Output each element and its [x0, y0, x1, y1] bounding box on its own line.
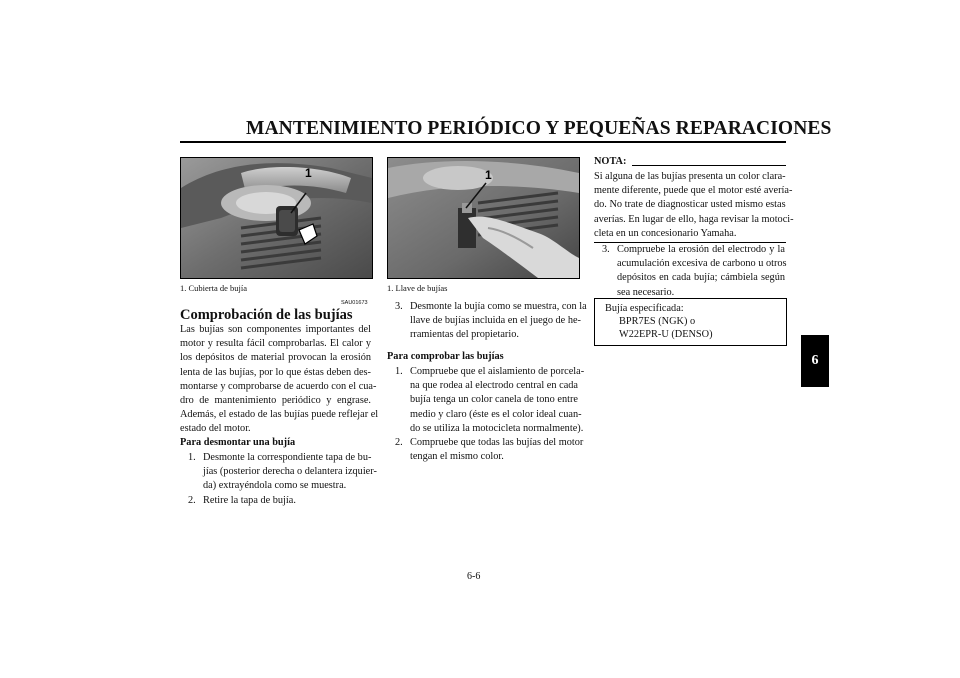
list-number: 3. [395, 301, 403, 312]
text-line: sea necesario. [617, 286, 675, 298]
text-line: Además, el estado de las bujías puede reflejar el [180, 409, 379, 421]
list-item [395, 436, 584, 465]
intro-paragraph [180, 323, 379, 437]
spec-box [594, 298, 787, 346]
text-line: jías (posterior derecha o delantera izquier- [203, 466, 377, 478]
spark-plug-wrench-photo [387, 157, 580, 279]
text-line: na que rodea al electrodo central en cada [410, 380, 578, 392]
subheading-remove: Para desmontar una bujía [180, 437, 296, 448]
list-item [188, 494, 371, 509]
list-item [602, 243, 785, 301]
figure-callout-1: 1 [305, 166, 312, 180]
text-line: Si alguna de las bujías presenta un color clara- [594, 171, 786, 182]
text-line: bujía tenga un color canela de tono entre [410, 394, 578, 406]
text-line: motor y resulta fácil comprobarlas. El calor y [180, 338, 371, 350]
figure-caption: 1. Llave de bujías [387, 283, 448, 293]
list-number: 2. [395, 437, 403, 448]
header-rule [180, 141, 786, 143]
list-item [395, 365, 585, 437]
list-number: 2. [188, 495, 196, 506]
section-code: SAU01673 [341, 300, 368, 306]
list-number: 1. [188, 452, 196, 463]
text-line: do se utiliza la motocicleta normalmente). [410, 422, 584, 434]
note-paragraph [594, 170, 794, 241]
note-label: NOTA: [594, 156, 627, 167]
subheading-check: Para comprobar las bujías [387, 351, 504, 362]
text-line: los depósitos de material provocan la erosión [180, 352, 371, 364]
text-line: lenta de las bujías, por lo que éstas deben des- [180, 366, 371, 378]
text-line: medio y claro (éste es el color ideal cuan- [410, 408, 582, 420]
page-number: 6-6 [467, 571, 481, 582]
figure-caption: 1. Cubierta de bujía [180, 283, 248, 293]
list-number: 3. [602, 244, 610, 255]
text-line: do. No trate de diagnosticar usted mismo estas [594, 199, 786, 211]
text-line: Compruebe la erosión del electrodo y la [617, 244, 785, 255]
text-line: Compruebe que el aislamiento de porcela- [410, 366, 585, 377]
chapter-tab: 6 [801, 335, 829, 387]
text-line: averías. En lugar de ello, haga revisar la motoci- [594, 213, 794, 225]
text-line: da) extrayéndola como se muestra. [203, 480, 347, 492]
spec-value: W22EPR-U (DENSO) [619, 329, 713, 340]
text-line: Las bujías son componentes importantes del [180, 324, 371, 335]
note-top-rule [632, 165, 786, 166]
text-line: llave de bujías incluida en el juego de he- [410, 315, 581, 327]
text-line: Desmonte la correspondiente tapa de bu- [203, 452, 372, 463]
page-title: MANTENIMIENTO PERIÓDICO Y PEQUEÑAS REPARACIONES [246, 118, 832, 139]
text-line: estado del motor. [180, 423, 251, 435]
list-item [395, 300, 587, 343]
text-line: depósitos en cada bujía; cámbiela según [617, 272, 785, 284]
text-line: Retire la tapa de bujía. [203, 495, 296, 506]
text-line: Compruebe que todas las bujías del motor [410, 437, 584, 448]
text-line: Desmonte la bujía como se muestra, con la [410, 301, 587, 312]
text-line: tengan el mismo color. [410, 451, 504, 463]
text-line: cleta en un concesionario Yamaha. [594, 227, 737, 239]
list-number: 1. [395, 366, 403, 377]
text-line: mente diferente, puede que el motor esté avería- [594, 185, 793, 197]
section-heading: Comprobación de las bujías [180, 307, 353, 323]
figure-callout-1: 1 [485, 168, 492, 182]
spark-plug-cap-photo [180, 157, 373, 279]
text-line: acumulación excesiva de carbono u otros [617, 258, 787, 270]
spec-label: Bujía especificada: [605, 303, 684, 314]
spec-value: BPR7ES (NGK) o [619, 316, 696, 327]
text-line: montarse y comprobarse de acuerdo con el cua- [180, 380, 377, 392]
text-line: dro de mantenimiento periódico y engrase. [180, 394, 371, 406]
list-item [188, 451, 377, 494]
text-line: rramientas del propietario. [410, 329, 519, 341]
